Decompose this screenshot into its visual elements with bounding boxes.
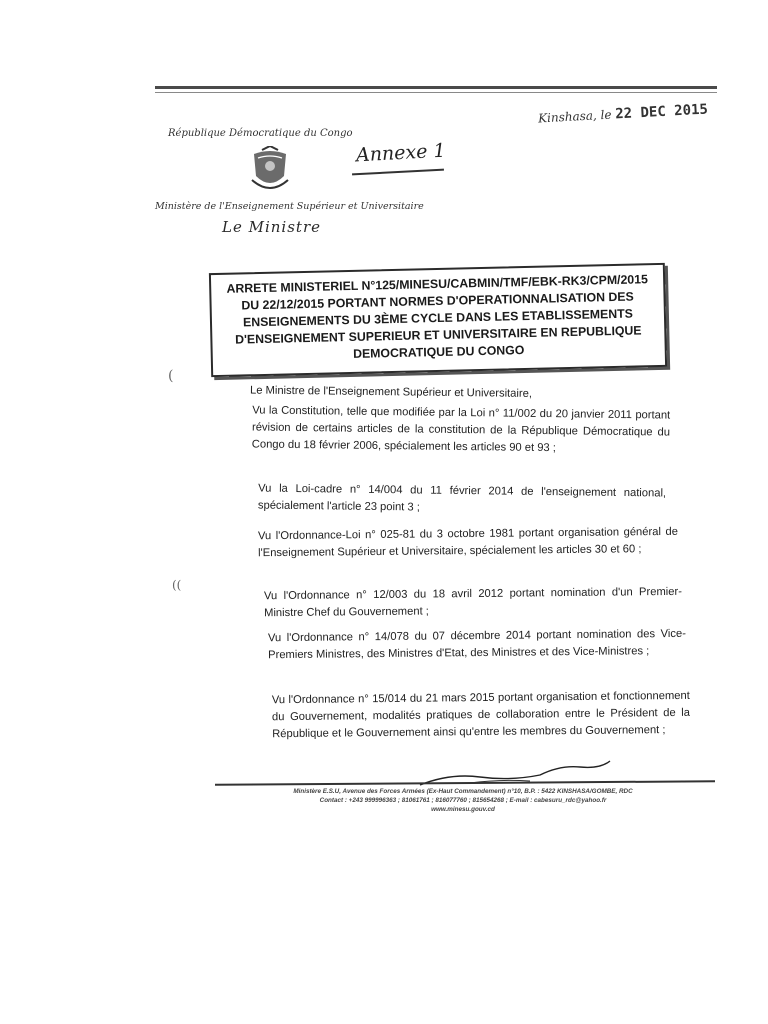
place-date-prefix: Kinshasa, le <box>537 107 612 126</box>
margin-mark: (( <box>172 578 182 592</box>
whereas-paragraph: Vu l'Ordonnance n° 15/014 du 21 mars 2015 portant organisation et fonctionnement du Gouvernement, modalités pratiques de collaboration entre le Président de la République et le Gouvernement ainsi qu'entre les membres du Gouvernement ; <box>271 689 691 741</box>
whereas-paragraph: Vu la Loi-cadre n° 14/004 du 11 février 2014 de l'enseignement national, spécialement l'article 23 point 3 ; <box>257 482 667 514</box>
title-line: D'ENSEIGNEMENT SUPERIEUR ET UNIVERSITAIRE EN REPUBLIQUE <box>234 323 642 347</box>
whereas-paragraph: Vu l'Ordonnance n° 12/003 du 18 avril 2012 portant nomination d'un Premier-Ministre Chef du Gouvernement ; <box>263 585 682 620</box>
decree-title <box>211 271 665 366</box>
date-stamp: 22 DEC 2015 <box>614 101 709 123</box>
footer-phones: Contact : +243 999996363 ; 81061761 ; 816077760 ; 815654268 ; E-mail : cabesuru_rdc@yahoo.fr <box>319 797 607 804</box>
intro-paragraph: Le Ministre de l'Enseignement Supérieur et Universitaire, <box>249 384 533 400</box>
margin-mark: ( <box>168 368 174 384</box>
republic-name: République Démocratique du Congo <box>168 128 353 139</box>
whereas-paragraph: Vu l'Ordonnance n° 14/078 du 07 décembre 2014 portant nomination des Vice-Premiers Ministres, des Ministres d'Etat, des Ministres et des Vice-Ministres ; <box>267 627 686 662</box>
footer-contact <box>228 787 698 814</box>
scan-edge-line <box>155 86 717 89</box>
title-line: DEMOCRATIQUE DU CONGO <box>352 343 525 361</box>
title-line: ARRETE MINISTERIEL N°125/MINESU/CABMIN/TMF/EBK-RK3/CPM/2015 <box>226 272 649 296</box>
annex-label: Annexe 1 <box>355 139 447 167</box>
whereas-paragraph: Vu l'Ordonnance-Loi n° 025-81 du 3 octobre 1981 portant organisation général de l'Enseignement Supérieur et Universitaire, spécialement les articles 30 et 60 ; <box>257 525 678 560</box>
footer-address: Ministère E.S.U, Avenue des Forces Armées (Ex-Haut Commandement) n°10, B.P. : 5422 KINSHASA/GOMBE, RDC <box>293 788 633 795</box>
minister-title: Le Ministre <box>222 218 321 236</box>
scan-edge-line-thin <box>155 92 717 93</box>
decree-title-box <box>209 263 667 377</box>
title-line: ENSEIGNEMENTS DU 3ÈME CYCLE DANS LES ETABLISSEMENTS <box>242 306 634 330</box>
title-line: DU 22/12/2015 PORTANT NORMES D'OPERATIONNALISATION DES <box>241 289 634 313</box>
ministry-name: Ministère de l'Enseignement Supérieur et Universitaire <box>155 201 424 212</box>
whereas-paragraph: Vu la Constitution, telle que modifiée par la Loi n° 11/002 du 20 janvier 2011 portant révision de certains articles de la constitution de la République Démocratique du Congo du 18 février 2006, spécialement les articles 90 et 93 ; <box>251 404 671 455</box>
coat-of-arms-emblem <box>248 146 292 196</box>
footer-website: www.minesu.gouv.cd <box>431 806 495 813</box>
